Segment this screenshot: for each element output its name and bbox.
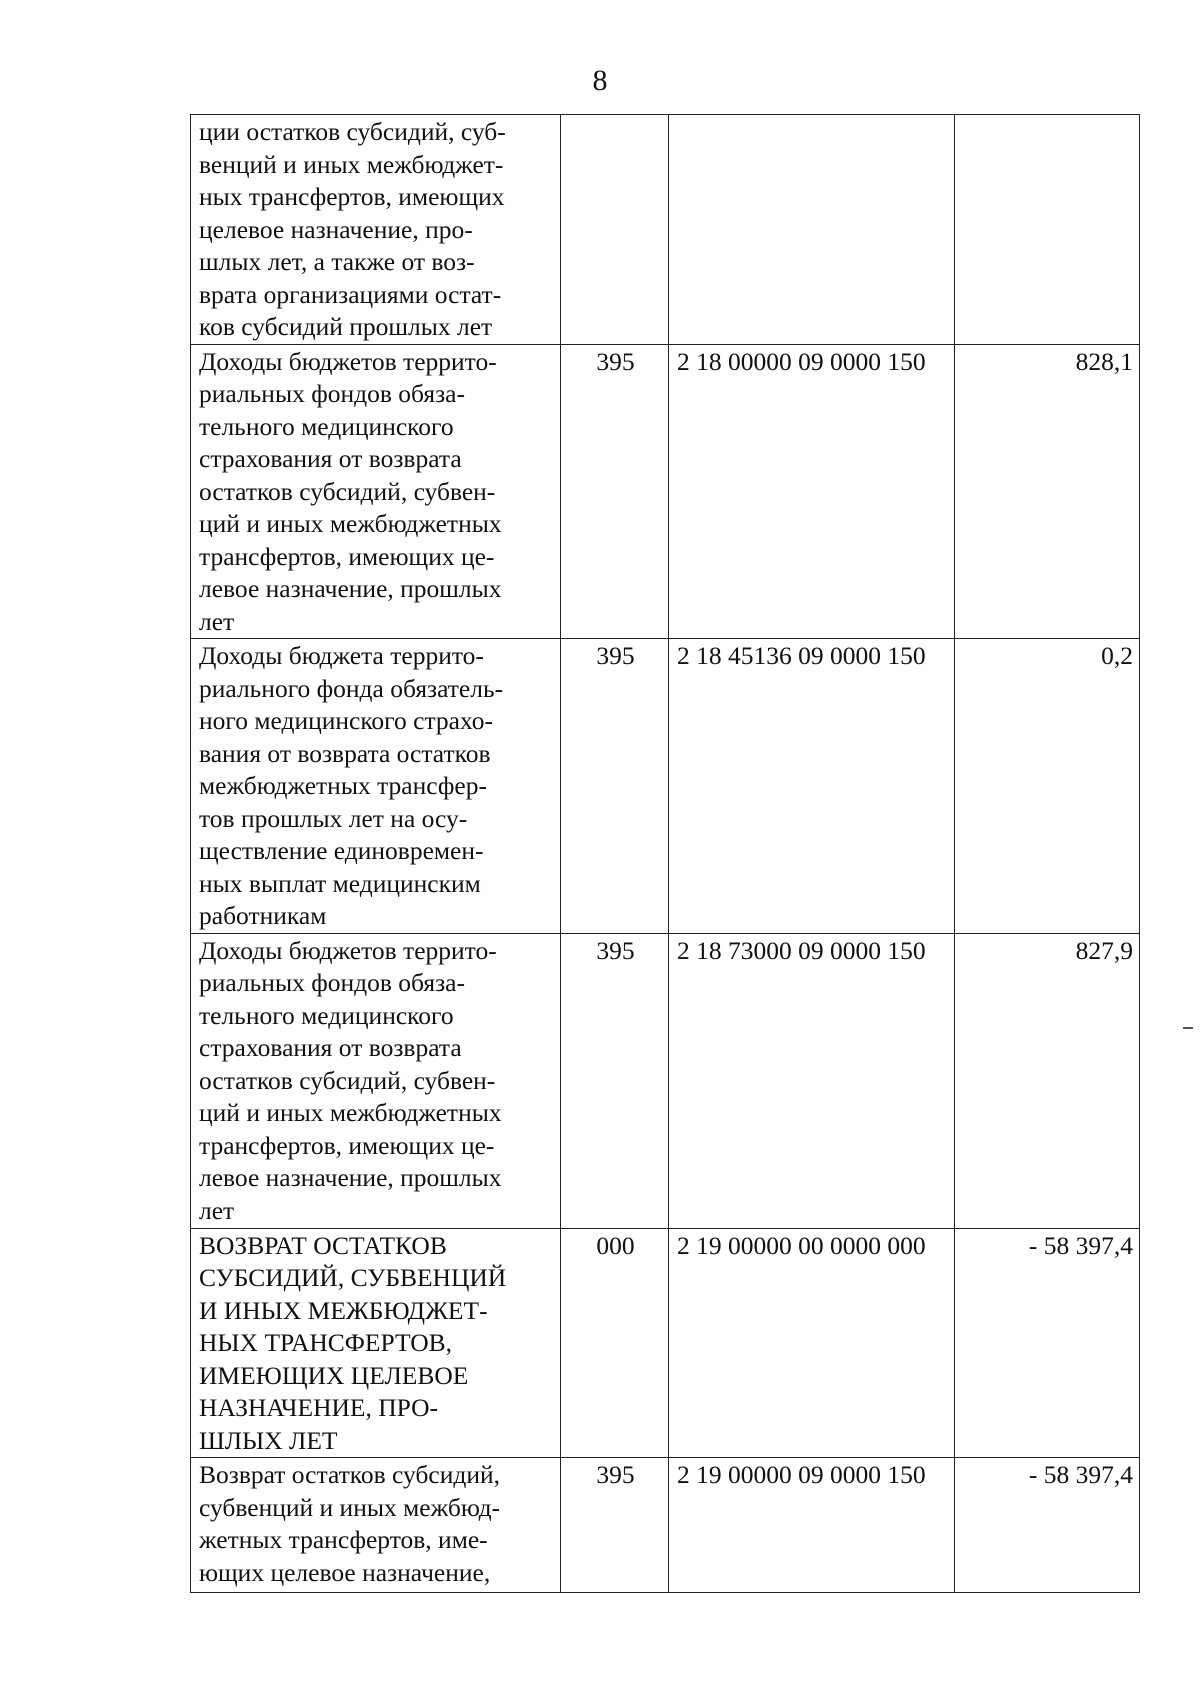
table-row [191, 933, 1140, 1228]
amount-cell: - 58 397,4 [955, 1228, 1140, 1458]
admin-code-cell: 395 [561, 1458, 669, 1593]
amount-cell: - 58 397,4 [955, 1458, 1140, 1593]
table-row [191, 1228, 1140, 1458]
revenue-description-cell: Доходы бюджетов террито- риальных фондов обяза- тельного медицинского страхования от возврата остатков субсидий, субвен- ций и иных межбюджетных трансфертов, имеющих це- левое назначение, прошлых лет [191, 344, 561, 639]
budget-classification-code-cell: 2 18 45136 09 0000 150 [669, 639, 955, 934]
budget-classification-code-cell: 2 18 73000 09 0000 150 [669, 933, 955, 1228]
amount-cell: 0,2 [955, 639, 1140, 934]
admin-code-cell: 000 [561, 1228, 669, 1458]
budget-classification-code-cell: 2 19 00000 00 0000 000 [669, 1228, 955, 1458]
budget-classification-code-cell: 2 19 00000 09 0000 150 [669, 1458, 955, 1593]
amount-cell [955, 115, 1140, 345]
revenue-description-cell: Доходы бюджета террито- риального фонда обязатель- ного медицинского страхо- вания от возврата остатков межбюджетных трансфер- тов прошлых лет на осу- ществление единовремен- ных выплат медицинским работникам [191, 639, 561, 934]
admin-code-cell: 395 [561, 639, 669, 934]
table-row [191, 1458, 1140, 1593]
page-number: 8 [592, 64, 608, 97]
table-row [191, 639, 1140, 934]
table-row [191, 115, 1140, 345]
budget-classification-code-cell: 2 18 00000 09 0000 150 [669, 344, 955, 639]
revenue-description-cell: ции остатков субсидий, суб- венций и иных межбюджет- ных трансфертов, имеющих целевое назначение, про- шлых лет, а также от воз- врата организациями остат- ков субсидий прошлых лет [191, 115, 561, 345]
revenue-description-cell: Возврат остатков субсидий, субвенций и иных межбюд- жетных трансфертов, име- ющих целевое назначение, [191, 1458, 561, 1593]
amount-cell: 827,9 [955, 933, 1140, 1228]
revenue-description-cell: Доходы бюджетов террито- риальных фондов обяза- тельного медицинского страхования от возврата остатков субсидий, субвен- ций и иных межбюджетных трансфертов, имеющих це- левое назначение, прошлых лет [191, 933, 561, 1228]
admin-code-cell: 395 [561, 933, 669, 1228]
admin-code-cell [561, 115, 669, 345]
revenue-description-cell: ВОЗВРАТ ОСТАТКОВ СУБСИДИЙ, СУБВЕНЦИЙ И ИНЫХ МЕЖБЮДЖЕТ- НЫХ ТРАНСФЕРТОВ, ИМЕЮЩИХ ЦЕЛЕВОЕ НАЗНАЧЕНИЕ, ПРО- ШЛЫХ ЛЕТ [191, 1228, 561, 1458]
amount-cell: 828,1 [955, 344, 1140, 639]
budget-revenue-table [190, 114, 1140, 1593]
budget-classification-code-cell [669, 115, 955, 345]
scan-mark [1183, 1027, 1193, 1029]
admin-code-cell: 395 [561, 344, 669, 639]
table-row [191, 344, 1140, 639]
